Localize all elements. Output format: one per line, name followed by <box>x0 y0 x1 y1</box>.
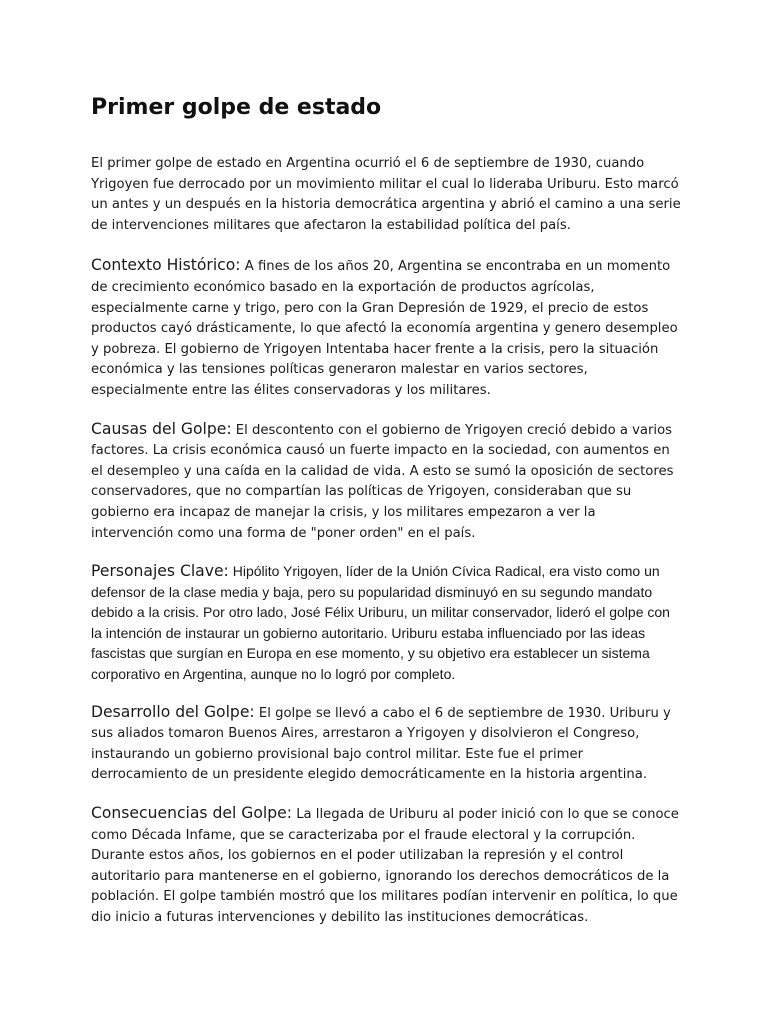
section-body: El descontento con el gobierno de Yrigoyen creció debido a varios factores. La crisis económica causó un fuerte impacto en la sociedad, con aumentos en el desempleo y una caída en la calidad de vida. A esto se sumó la oposición de sectores conservadores, que no compartían las políticas de Yrigoyen, consideraban que su gobierno era incapaz de manejar la crisis, y los militares empezaron a ver la intervención como una forma de "poner orden" en el país. <box>91 422 674 541</box>
section-heading: Desarrollo del Golpe: <box>91 702 255 721</box>
document-title: Primer golpe de estado <box>91 95 382 120</box>
section-consecuencias-del-golpe <box>91 803 681 929</box>
section-body: Hipólito Yrigoyen, líder de la Unión Cívica Radical, era visto como un defensor de la clase media y baja, pero su popularidad disminuyó en su segundo mandato debido a la crisis. Por otro lado, José Félix Uriburu, un militar conservador, lideró el golpe con la intención de instaurar un gobierno autoritario. Uriburu estaba influenciado por las ideas fascistas que surgían en Europa en ese momento, y su objetivo era establecer un sistema corporativo en Argentina, aunque no lo logró por completo. <box>91 563 670 683</box>
section-heading: Causas del Golpe: <box>91 419 232 438</box>
section-body: El golpe se llevó a cabo el 6 de septiembre de 1930. Uriburu y sus aliados tomaron Buenos Aires, arrestaron a Yrigoyen y disolvieron el Congreso, instaurando un gobierno provisional bajo control militar. Este fue el primer derrocamiento de un presidente elegido democráticamente en la historia argentina. <box>91 705 671 783</box>
section-personajes-clave <box>91 561 681 685</box>
section-heading: Contexto Histórico: <box>91 256 241 275</box>
document-page <box>91 92 681 946</box>
section-body: La llegada de Uriburu al poder inició con lo que se conoce como Década Infame, que se caracterizaba por el fraude electoral y la corrupción. Durante estos años, los gobiernos en el poder utilizaban la represión y el control autoritario para mantenerse en el gobierno, ignorando los derechos democráticos de la población. El golpe también mostró que los militares podían intervenir en política, lo que dio inicio a futuras intervenciones y debilito las instituciones democráticas. <box>91 807 679 925</box>
section-contexto-historico <box>91 255 681 401</box>
section-desarrollo-del-golpe <box>91 702 681 786</box>
section-causas-del-golpe <box>91 419 681 545</box>
section-body: A fines de los años 20, Argentina se encontraba en un momento de crecimiento económico basado en la exportación de productos agrícolas, especialmente carne y trigo, pero con la Gran Depresión de 1929, el precio de estos productos cayó drásticamente, lo que afectó la economía argentina y genero desempleo y pobreza. El gobierno de Yrigoyen Intentaba hacer frente a la crisis, pero la situación económica y las tensiones políticas generaron malestar en varios sectores, especialmente entre las élites conservadoras y los militares. <box>91 259 678 398</box>
intro-paragraph: El primer golpe de estado en Argentina ocurrió el 6 de septiembre de 1930, cuando Yrigoyen fue derrocado por un movimiento militar el cual lo lideraba Uriburu. Esto marcó un antes y un después en la historia democrática argentina y abrió el camino a una serie de intervenciones militares que afectaron la estabilidad política del país. <box>91 156 681 233</box>
section-heading: Personajes Clave: <box>91 562 229 581</box>
section-heading: Consecuencias del Golpe: <box>91 804 292 823</box>
